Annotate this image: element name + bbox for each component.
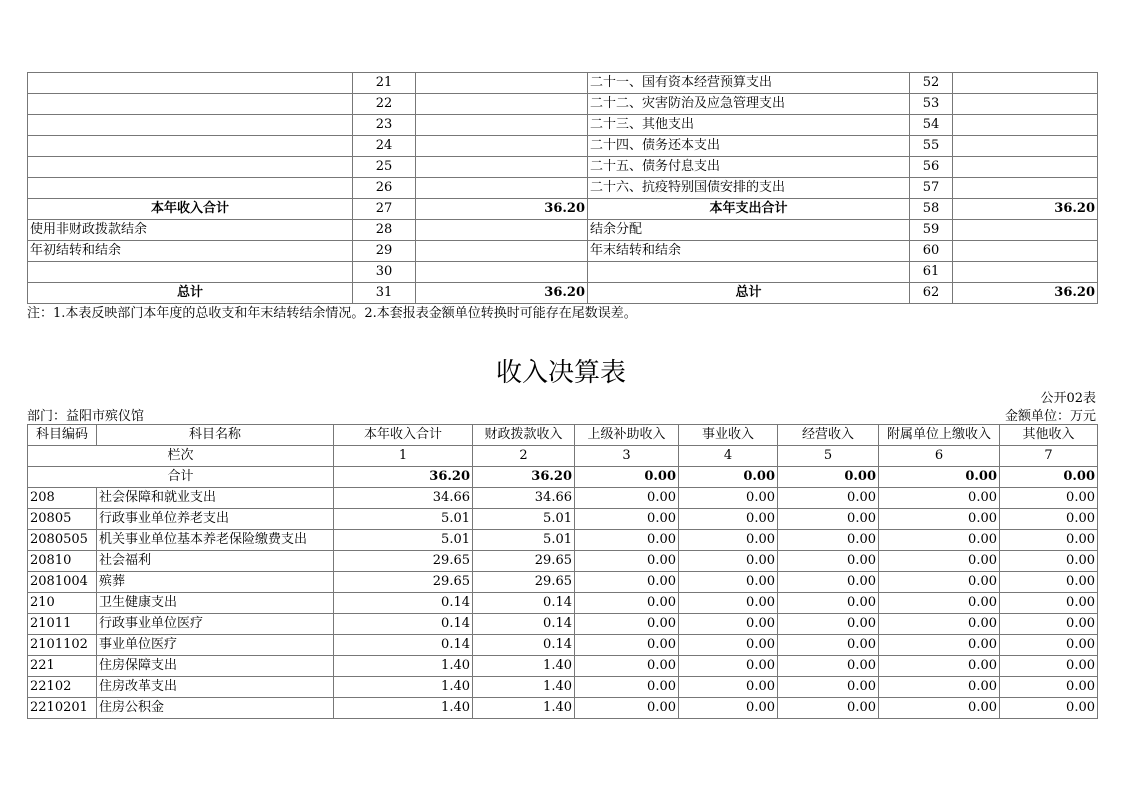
amount-cell: 0.00 [879, 509, 1000, 530]
amount-cell: 0.00 [778, 488, 879, 509]
expense-line-number: 56 [910, 157, 953, 178]
table-row [28, 551, 1098, 572]
amount-cell: 0.00 [879, 698, 1000, 719]
subject-code: 208 [28, 488, 97, 509]
summary-table [27, 72, 1098, 304]
subject-name: 住房改革支出 [97, 677, 334, 698]
page-title: 收入决算表 [495, 358, 626, 388]
amount-cell: 0.00 [1000, 698, 1098, 719]
income-item-label: 使用非财政拨款结余 [28, 220, 353, 241]
expense-line-number: 57 [910, 178, 953, 199]
expense-line-number: 52 [910, 73, 953, 94]
amount-cell: 0.00 [879, 656, 1000, 677]
amount-cell: 0.00 [778, 530, 879, 551]
amount-cell: 29.65 [473, 572, 575, 593]
amount-cell: 0.14 [473, 614, 575, 635]
income-amount [416, 241, 588, 262]
subject-code: 20805 [28, 509, 97, 530]
amount-cell: 0.00 [1000, 635, 1098, 656]
table-row [28, 199, 1098, 220]
amount-cell: 0.00 [679, 509, 778, 530]
column-index-row [28, 446, 1098, 467]
amount-cell: 0.00 [679, 614, 778, 635]
table-row [28, 94, 1098, 115]
expense-amount [953, 262, 1098, 283]
expense-item-label: 总计 [588, 283, 910, 304]
income-line-number: 29 [353, 241, 416, 262]
table-row [28, 488, 1098, 509]
column-header: 其他收入 [1000, 425, 1098, 446]
income-line-number: 26 [353, 178, 416, 199]
income-amount [416, 220, 588, 241]
amount-cell: 0.00 [679, 698, 778, 719]
column-number: 2 [473, 446, 575, 467]
amount-cell: 0.00 [575, 656, 679, 677]
total-label: 合计 [28, 467, 334, 488]
expense-amount [953, 157, 1098, 178]
income-item-label [28, 115, 353, 136]
amount-cell: 0.00 [679, 635, 778, 656]
table-note: 注：1.本表反映部门本年度的总收支和年末结转结余情况。2.本套报表金额单位转换时可能存在尾数误差。 [27, 306, 637, 321]
total-value: 36.20 [334, 467, 473, 488]
expense-line-number: 62 [910, 283, 953, 304]
subject-name: 住房公积金 [97, 698, 334, 719]
amount-cell: 0.00 [879, 593, 1000, 614]
subject-name: 住房保障支出 [97, 656, 334, 677]
table-row [28, 241, 1098, 262]
amount-cell: 29.65 [473, 551, 575, 572]
income-amount [416, 94, 588, 115]
income-item-label: 年初结转和结余 [28, 241, 353, 262]
expense-item-label: 年末结转和结余 [588, 241, 910, 262]
column-header: 经营收入 [778, 425, 879, 446]
total-row [28, 467, 1098, 488]
amount-cell: 0.00 [778, 677, 879, 698]
amount-cell: 0.00 [1000, 677, 1098, 698]
subject-name: 行政事业单位医疗 [97, 614, 334, 635]
expense-amount: 36.20 [953, 199, 1098, 220]
subject-name: 机关事业单位基本养老保险缴费支出 [97, 530, 334, 551]
amount-cell: 0.14 [473, 593, 575, 614]
table-row [28, 157, 1098, 178]
income-amount [416, 178, 588, 199]
table-row [28, 262, 1098, 283]
amount-cell: 0.00 [679, 530, 778, 551]
subject-code: 21011 [28, 614, 97, 635]
expense-amount [953, 94, 1098, 115]
amount-cell: 5.01 [334, 530, 473, 551]
amount-cell: 0.00 [575, 509, 679, 530]
amount-cell: 29.65 [334, 551, 473, 572]
expense-amount [953, 73, 1098, 94]
column-number: 7 [1000, 446, 1098, 467]
column-header: 上级补助收入 [575, 425, 679, 446]
total-value: 0.00 [679, 467, 778, 488]
subject-code: 22102 [28, 677, 97, 698]
amount-cell: 1.40 [473, 698, 575, 719]
amount-cell: 34.66 [334, 488, 473, 509]
amount-cell: 0.00 [879, 572, 1000, 593]
department-label: 部门：益阳市殡仪馆 [27, 409, 145, 424]
column-number: 3 [575, 446, 679, 467]
expense-line-number: 61 [910, 262, 953, 283]
amount-cell: 0.00 [879, 614, 1000, 635]
subject-code: 221 [28, 656, 97, 677]
amount-cell: 0.00 [1000, 614, 1098, 635]
income-amount [416, 262, 588, 283]
subject-code: 2080505 [28, 530, 97, 551]
amount-cell: 0.00 [575, 530, 679, 551]
column-header: 事业收入 [679, 425, 778, 446]
amount-cell: 0.00 [679, 593, 778, 614]
income-line-number: 27 [353, 199, 416, 220]
subject-code: 2081004 [28, 572, 97, 593]
amount-cell: 1.40 [334, 656, 473, 677]
expense-item-label: 二十三、其他支出 [588, 115, 910, 136]
income-item-label [28, 178, 353, 199]
income-item-label [28, 262, 353, 283]
column-header: 科目名称 [97, 425, 334, 446]
amount-cell: 0.00 [679, 677, 778, 698]
subject-name: 社会保障和就业支出 [97, 488, 334, 509]
income-line-number: 21 [353, 73, 416, 94]
expense-line-number: 55 [910, 136, 953, 157]
amount-cell: 1.40 [334, 677, 473, 698]
expense-item-label: 本年支出合计 [588, 199, 910, 220]
column-header: 附属单位上缴收入 [879, 425, 1000, 446]
income-amount [416, 157, 588, 178]
amount-cell: 0.00 [778, 698, 879, 719]
amount-cell: 29.65 [334, 572, 473, 593]
amount-cell: 1.40 [334, 698, 473, 719]
expense-item-label: 二十二、灾害防治及应急管理支出 [588, 94, 910, 115]
income-item-label: 本年收入合计 [28, 199, 353, 220]
subject-name: 社会福利 [97, 551, 334, 572]
table-row [28, 677, 1098, 698]
amount-cell: 34.66 [473, 488, 575, 509]
income-line-number: 28 [353, 220, 416, 241]
expense-item-label: 二十六、抗疫特别国债安排的支出 [588, 178, 910, 199]
expense-amount [953, 115, 1098, 136]
expense-item-label: 二十四、债务还本支出 [588, 136, 910, 157]
amount-cell: 5.01 [473, 509, 575, 530]
subject-name: 卫生健康支出 [97, 593, 334, 614]
amount-cell: 0.00 [575, 635, 679, 656]
amount-cell: 0.00 [778, 551, 879, 572]
subject-code: 210 [28, 593, 97, 614]
amount-cell: 0.00 [778, 614, 879, 635]
subject-name: 行政事业单位养老支出 [97, 509, 334, 530]
amount-cell: 0.00 [575, 614, 679, 635]
amount-cell: 0.00 [575, 698, 679, 719]
amount-cell: 5.01 [334, 509, 473, 530]
column-header: 本年收入合计 [334, 425, 473, 446]
expense-amount: 36.20 [953, 283, 1098, 304]
column-header: 科目编码 [28, 425, 97, 446]
amount-cell: 0.00 [575, 572, 679, 593]
amount-cell: 0.00 [879, 530, 1000, 551]
amount-cell: 0.00 [575, 488, 679, 509]
subject-code: 2210201 [28, 698, 97, 719]
amount-cell: 0.00 [1000, 656, 1098, 677]
income-line-number: 23 [353, 115, 416, 136]
total-value: 0.00 [575, 467, 679, 488]
expense-amount [953, 241, 1098, 262]
expense-item-label: 结余分配 [588, 220, 910, 241]
expense-amount [953, 220, 1098, 241]
table-row [28, 178, 1098, 199]
income-item-label [28, 94, 353, 115]
table-row [28, 73, 1098, 94]
table-row [28, 698, 1098, 719]
table-row [28, 136, 1098, 157]
table-row [28, 572, 1098, 593]
column-number: 1 [334, 446, 473, 467]
amount-cell: 0.00 [679, 572, 778, 593]
amount-cell: 0.00 [1000, 572, 1098, 593]
column-number: 4 [679, 446, 778, 467]
column-index-label: 栏次 [28, 446, 334, 467]
amount-cell: 0.00 [879, 551, 1000, 572]
amount-cell: 0.00 [1000, 488, 1098, 509]
amount-cell: 0.00 [879, 635, 1000, 656]
subject-name: 事业单位医疗 [97, 635, 334, 656]
income-line-number: 22 [353, 94, 416, 115]
income-amount [416, 73, 588, 94]
unit-label: 金额单位：万元 [1004, 409, 1096, 424]
amount-cell: 0.00 [1000, 551, 1098, 572]
amount-cell: 0.00 [679, 656, 778, 677]
amount-cell: 5.01 [473, 530, 575, 551]
subject-name: 殡葬 [97, 572, 334, 593]
table-row [28, 115, 1098, 136]
amount-cell: 0.00 [575, 551, 679, 572]
income-item-label [28, 136, 353, 157]
income-item-label [28, 73, 353, 94]
expense-line-number: 60 [910, 241, 953, 262]
table-row [28, 283, 1098, 304]
table-row [28, 220, 1098, 241]
amount-cell: 0.00 [575, 677, 679, 698]
amount-cell: 0.00 [1000, 530, 1098, 551]
income-line-number: 31 [353, 283, 416, 304]
amount-cell: 0.00 [778, 509, 879, 530]
amount-cell: 0.14 [334, 635, 473, 656]
amount-cell: 1.40 [473, 656, 575, 677]
income-line-number: 25 [353, 157, 416, 178]
amount-cell: 0.00 [778, 656, 879, 677]
expense-item-label: 二十五、债务付息支出 [588, 157, 910, 178]
amount-cell: 0.00 [879, 488, 1000, 509]
table-row [28, 593, 1098, 614]
total-value: 36.20 [473, 467, 575, 488]
header-row [28, 425, 1098, 446]
expense-line-number: 53 [910, 94, 953, 115]
table-row [28, 656, 1098, 677]
amount-cell: 0.00 [575, 593, 679, 614]
expense-item-label: 二十一、国有资本经营预算支出 [588, 73, 910, 94]
total-value: 0.00 [778, 467, 879, 488]
amount-cell: 0.00 [778, 593, 879, 614]
expense-line-number: 54 [910, 115, 953, 136]
amount-cell: 0.00 [679, 551, 778, 572]
amount-cell: 0.00 [1000, 509, 1098, 530]
expense-amount [953, 178, 1098, 199]
amount-cell: 0.14 [334, 614, 473, 635]
table-row [28, 614, 1098, 635]
amount-cell: 0.00 [1000, 593, 1098, 614]
column-number: 6 [879, 446, 1000, 467]
form-code: 公开02表 [1040, 391, 1096, 406]
income-amount [416, 136, 588, 157]
income-amount [416, 115, 588, 136]
total-value: 0.00 [879, 467, 1000, 488]
amount-cell: 0.14 [334, 593, 473, 614]
column-number: 5 [778, 446, 879, 467]
expense-line-number: 59 [910, 220, 953, 241]
table-row [28, 509, 1098, 530]
amount-cell: 0.00 [778, 572, 879, 593]
expense-line-number: 58 [910, 199, 953, 220]
total-value: 0.00 [1000, 467, 1098, 488]
amount-cell: 0.00 [879, 677, 1000, 698]
table-row [28, 635, 1098, 656]
income-item-label: 总计 [28, 283, 353, 304]
expense-item-label [588, 262, 910, 283]
column-header: 财政拨款收入 [473, 425, 575, 446]
income-table [27, 424, 1098, 719]
amount-cell: 0.00 [778, 635, 879, 656]
income-amount: 36.20 [416, 199, 588, 220]
income-amount: 36.20 [416, 283, 588, 304]
income-line-number: 30 [353, 262, 416, 283]
amount-cell: 0.00 [679, 488, 778, 509]
amount-cell: 1.40 [473, 677, 575, 698]
subject-code: 20810 [28, 551, 97, 572]
income-line-number: 24 [353, 136, 416, 157]
income-item-label [28, 157, 353, 178]
table-row [28, 530, 1098, 551]
subject-code: 2101102 [28, 635, 97, 656]
expense-amount [953, 136, 1098, 157]
amount-cell: 0.14 [473, 635, 575, 656]
